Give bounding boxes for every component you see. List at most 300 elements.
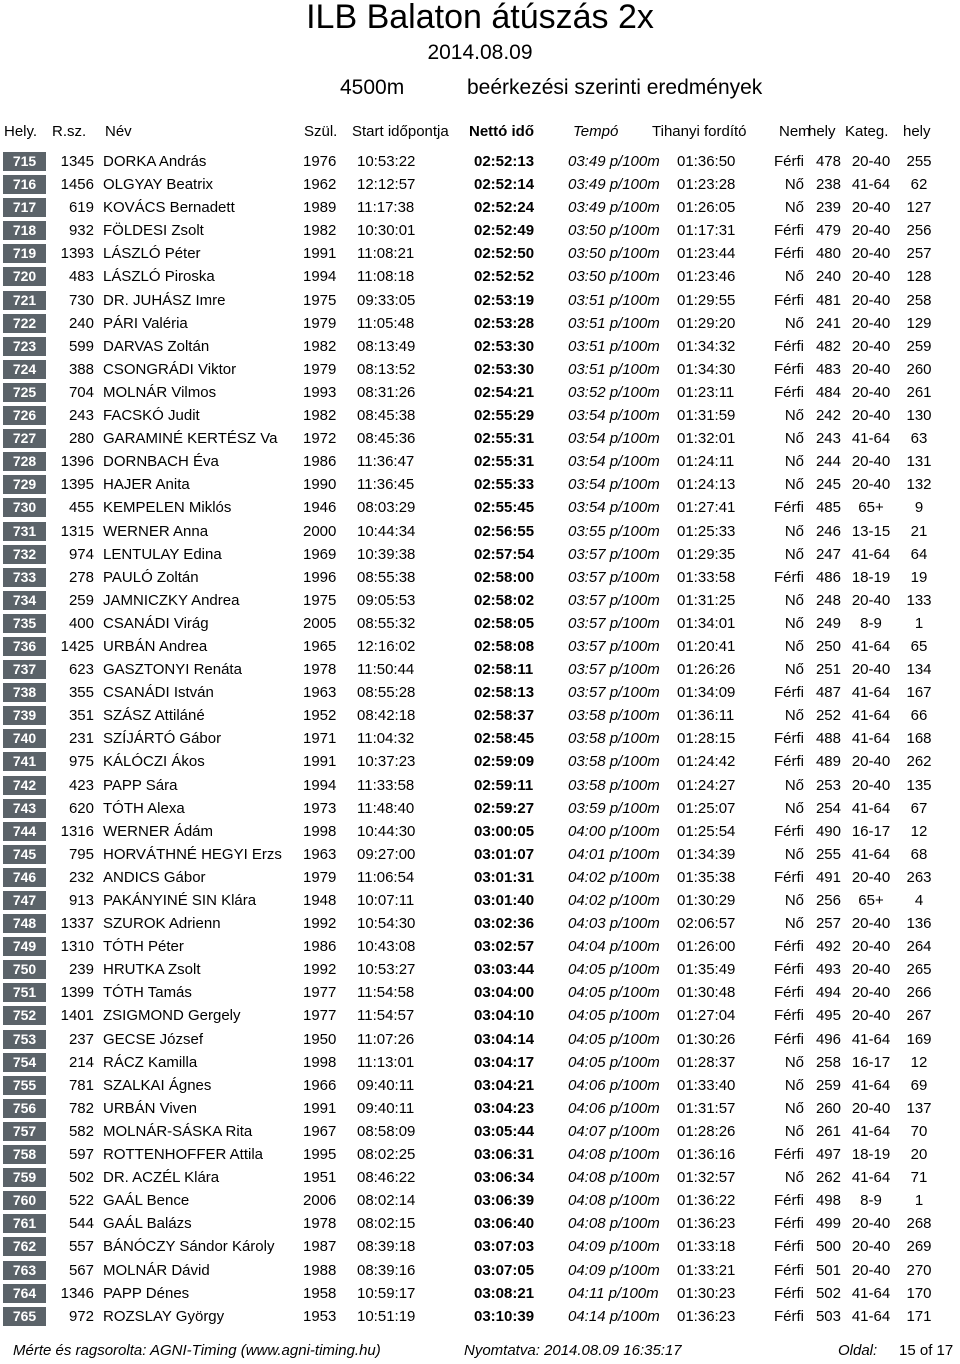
tempo-cell: 03:57 p/100m (568, 684, 660, 702)
birth-year-cell: 1977 (303, 1007, 337, 1025)
sex-cell: Férfi (774, 1307, 804, 1325)
net-time-cell: 03:04:14 (474, 1030, 535, 1048)
sex-cell: Férfi (774, 291, 804, 309)
net-time-cell: 03:06:34 (474, 1169, 535, 1187)
tihany-split-cell: 01:31:59 (677, 407, 736, 425)
start-time-cell: 11:36:45 (357, 476, 415, 494)
category-cell: 20-40 (851, 476, 891, 494)
name-cell: WERNER Ádám (103, 822, 214, 840)
birth-year-cell: 1953 (303, 1307, 337, 1325)
tihany-split-cell: 01:27:41 (677, 499, 736, 517)
net-time-cell: 02:53:30 (474, 337, 535, 355)
table-row (0, 820, 960, 843)
table-row (0, 981, 960, 1004)
category-rank-cell: 19 (910, 568, 928, 586)
tempo-cell: 03:57 p/100m (568, 568, 660, 586)
table-row (0, 589, 960, 612)
start-time-cell: 10:07:11 (357, 892, 415, 909)
tempo-cell: 03:59 p/100m (568, 799, 660, 817)
name-cell: MOLNÁR Dávid (103, 1261, 210, 1279)
rank-cell: 716 (3, 175, 46, 194)
rank-cell: 719 (3, 244, 46, 263)
rank-cell: 731 (3, 522, 46, 541)
net-time-cell: 02:58:13 (474, 684, 535, 702)
sex-cell: Nő (784, 522, 804, 540)
category-rank-cell: 67 (910, 799, 928, 817)
tihany-split-cell: 01:30:29 (677, 892, 736, 909)
table-row (0, 958, 960, 981)
category-rank-cell: 257 (906, 245, 932, 263)
sex-cell: Nő (784, 176, 804, 194)
rank-cell: 737 (3, 660, 46, 679)
tempo-cell: 03:52 p/100m (568, 383, 660, 401)
sex-rank-cell: 500 (815, 1238, 841, 1256)
net-time-cell: 02:53:19 (474, 291, 535, 309)
tihany-split-cell: 01:34:32 (677, 337, 736, 355)
table-row (0, 658, 960, 681)
category-cell: 18-19 (851, 568, 891, 586)
bib-cell: 619 (68, 199, 94, 217)
category-rank-cell: 20 (910, 1146, 928, 1164)
start-time-cell: 08:02:25 (357, 1146, 416, 1164)
col-header-cat-rank: hely (903, 123, 931, 140)
sex-rank-cell: 239 (815, 199, 841, 217)
tihany-split-cell: 01:35:38 (677, 868, 736, 886)
category-cell: 20-40 (851, 915, 891, 933)
sex-rank-cell: 496 (815, 1030, 841, 1048)
sex-cell: Férfi (774, 222, 804, 240)
bib-cell: 623 (68, 661, 94, 679)
tihany-split-cell: 01:26:05 (677, 199, 736, 217)
tihany-split-cell: 01:23:28 (677, 176, 736, 194)
name-cell: KEMPELEN Miklós (103, 499, 232, 517)
birth-year-cell: 1963 (303, 684, 337, 702)
sex-cell: Férfi (774, 938, 804, 956)
category-cell: 20-40 (851, 222, 891, 240)
bib-cell: 1315 (60, 522, 94, 540)
category-rank-cell: 263 (906, 868, 932, 886)
bib-cell: 355 (68, 684, 94, 702)
name-cell: PAPP Sára (103, 776, 178, 794)
birth-year-cell: 1996 (303, 568, 337, 586)
category-rank-cell: 70 (910, 1122, 928, 1140)
category-cell: 16-17 (851, 1053, 891, 1071)
sex-cell: Nő (784, 1053, 804, 1071)
tempo-cell: 04:08 p/100m (568, 1215, 660, 1233)
bib-cell: 782 (68, 1099, 94, 1117)
birth-year-cell: 1969 (303, 545, 337, 563)
start-time-cell: 11:17:38 (357, 199, 415, 217)
sex-cell: Férfi (774, 730, 804, 748)
sex-cell: Nő (784, 915, 804, 933)
tihany-split-cell: 01:24:27 (677, 776, 736, 794)
rank-cell: 752 (3, 1006, 46, 1025)
footer-page-label: Oldal: (838, 1342, 878, 1359)
sex-rank-cell: 492 (815, 938, 841, 956)
bib-cell: 231 (68, 730, 94, 748)
category-rank-cell: 12 (910, 1053, 928, 1071)
page-title: ILB Balaton átúszás 2x (306, 0, 654, 36)
birth-year-cell: 1962 (303, 176, 337, 194)
sex-rank-cell: 244 (815, 453, 841, 471)
bib-cell: 730 (68, 291, 94, 309)
tihany-split-cell: 01:26:00 (677, 938, 736, 956)
name-cell: ANDICS Gábor (103, 868, 206, 886)
col-header-year: Szül. (304, 123, 338, 140)
category-cell: 65+ (858, 499, 884, 517)
tihany-split-cell: 01:29:20 (677, 314, 736, 332)
start-time-cell: 08:58:09 (357, 1122, 416, 1140)
net-time-cell: 02:58:45 (474, 730, 535, 748)
category-cell: 20-40 (851, 753, 891, 771)
category-rank-cell: 268 (906, 1215, 932, 1233)
tihany-split-cell: 01:34:01 (677, 614, 736, 632)
tihany-split-cell: 01:36:50 (677, 153, 736, 170)
tihany-split-cell: 01:28:15 (677, 730, 736, 748)
sex-cell: Nő (784, 637, 804, 655)
tihany-split-cell: 01:36:23 (677, 1215, 736, 1233)
net-time-cell: 02:52:49 (474, 222, 535, 240)
birth-year-cell: 1946 (303, 499, 337, 517)
birth-year-cell: 1975 (303, 591, 337, 609)
category-rank-cell: 66 (910, 707, 928, 725)
sex-cell: Férfi (774, 245, 804, 263)
bib-cell: 972 (68, 1307, 94, 1325)
bib-cell: 1399 (60, 984, 94, 1002)
table-row (0, 427, 960, 450)
birth-year-cell: 1982 (303, 407, 337, 425)
category-rank-cell: 65 (910, 637, 928, 655)
tihany-split-cell: 01:24:42 (677, 753, 736, 771)
rank-cell: 760 (3, 1191, 46, 1210)
rank-cell: 728 (3, 452, 46, 471)
tempo-cell: 03:57 p/100m (568, 545, 660, 563)
start-time-cell: 08:55:32 (357, 614, 416, 632)
net-time-cell: 03:03:44 (474, 961, 535, 979)
sex-cell: Férfi (774, 822, 804, 840)
sex-cell: Férfi (774, 360, 804, 378)
name-cell: SZÁSZ Attiláné (103, 707, 205, 725)
net-time-cell: 02:55:29 (474, 407, 535, 425)
name-cell: OLGYAY Beatrix (103, 176, 214, 194)
category-cell: 16-17 (851, 822, 891, 840)
start-time-cell: 08:13:52 (357, 360, 416, 378)
category-cell: 41-64 (851, 430, 891, 448)
col-header-tihany: Tihanyi fordító (652, 123, 747, 140)
name-cell: HAJER Anita (103, 476, 190, 494)
start-time-cell: 10:53:22 (357, 153, 416, 170)
rank-cell: 727 (3, 429, 46, 448)
bib-cell: 1310 (60, 938, 94, 956)
footer-printed: Nyomtatva: 2014.08.09 16:35:17 (464, 1342, 682, 1359)
tihany-split-cell: 01:31:57 (677, 1099, 736, 1117)
birth-year-cell: 2006 (303, 1192, 337, 1210)
birth-year-cell: 2005 (303, 614, 337, 632)
table-row (0, 843, 960, 866)
category-rank-cell: 64 (910, 545, 928, 563)
sex-cell: Férfi (774, 568, 804, 586)
sex-cell: Nő (784, 1122, 804, 1140)
category-rank-cell: 267 (906, 1007, 932, 1025)
tempo-cell: 03:54 p/100m (568, 407, 660, 425)
tihany-split-cell: 01:32:01 (677, 430, 736, 448)
tihany-split-cell: 01:36:23 (677, 1307, 736, 1325)
tempo-cell: 03:50 p/100m (568, 268, 660, 286)
tihany-split-cell: 01:30:23 (677, 1284, 736, 1302)
start-time-cell: 11:13:01 (357, 1053, 415, 1071)
rank-cell: 749 (3, 937, 46, 956)
table-row (0, 1074, 960, 1097)
tihany-split-cell: 01:36:16 (677, 1146, 736, 1164)
bib-cell: 974 (68, 545, 94, 563)
table-row (0, 1028, 960, 1051)
tempo-cell: 03:55 p/100m (568, 522, 660, 540)
tihany-split-cell: 01:34:30 (677, 360, 736, 378)
sex-cell: Nő (784, 476, 804, 494)
tempo-cell: 03:58 p/100m (568, 776, 660, 794)
name-cell: GASZTONYI Renáta (103, 661, 242, 679)
rank-cell: 722 (3, 314, 46, 333)
tempo-cell: 03:50 p/100m (568, 245, 660, 263)
rank-cell: 743 (3, 799, 46, 818)
category-rank-cell: 258 (906, 291, 932, 309)
rank-cell: 733 (3, 568, 46, 587)
sex-rank-cell: 497 (815, 1146, 841, 1164)
sex-rank-cell: 249 (815, 614, 841, 632)
table-row (0, 1282, 960, 1305)
category-cell: 20-40 (851, 984, 891, 1002)
table-row (0, 520, 960, 543)
rank-cell: 717 (3, 198, 46, 217)
category-rank-cell: 128 (906, 268, 932, 286)
bib-cell: 1396 (60, 453, 94, 471)
sex-cell: Férfi (774, 753, 804, 771)
event-distance: 4500m (340, 76, 405, 99)
sex-cell: Nő (784, 407, 804, 425)
name-cell: MOLNÁR Vilmos (103, 383, 217, 401)
sex-rank-cell: 485 (815, 499, 841, 517)
table-row (0, 1051, 960, 1074)
bib-cell: 567 (68, 1261, 94, 1279)
col-header-name: Név (105, 123, 132, 140)
sex-cell: Férfi (774, 1238, 804, 1256)
table-row (0, 265, 960, 288)
category-cell: 20-40 (851, 453, 891, 471)
name-cell: DORNBACH Éva (103, 453, 219, 471)
net-time-cell: 02:58:37 (474, 707, 535, 725)
category-rank-cell: 265 (906, 961, 932, 979)
rank-cell: 755 (3, 1076, 46, 1095)
sex-cell: Nő (784, 1099, 804, 1117)
start-time-cell: 10:39:38 (357, 545, 416, 563)
bib-cell: 351 (68, 707, 94, 725)
table-row (0, 312, 960, 335)
tempo-cell: 03:50 p/100m (568, 222, 660, 240)
category-rank-cell: 131 (906, 453, 932, 471)
rank-cell: 754 (3, 1053, 46, 1072)
start-time-cell: 11:08:21 (357, 245, 415, 263)
rank-cell: 738 (3, 683, 46, 702)
tempo-cell: 03:58 p/100m (568, 753, 660, 771)
category-cell: 41-64 (851, 545, 891, 563)
table-row (0, 912, 960, 935)
tempo-cell: 04:08 p/100m (568, 1146, 660, 1164)
category-cell: 41-64 (851, 1030, 891, 1048)
birth-year-cell: 1979 (303, 314, 337, 332)
sex-rank-cell: 484 (815, 383, 841, 401)
sex-rank-cell: 257 (815, 915, 841, 933)
start-time-cell: 11:33:58 (357, 776, 415, 794)
rank-cell: 747 (3, 891, 46, 910)
net-time-cell: 03:08:21 (474, 1284, 535, 1302)
table-row (0, 543, 960, 566)
bib-cell: 388 (68, 360, 94, 378)
table-row (0, 704, 960, 727)
category-cell: 20-40 (851, 1238, 891, 1256)
bib-cell: 1456 (60, 176, 94, 194)
bib-cell: 557 (68, 1238, 94, 1256)
sex-rank-cell: 247 (815, 545, 841, 563)
category-cell: 20-40 (851, 245, 891, 263)
start-time-cell: 11:48:40 (357, 799, 415, 817)
bib-cell: 597 (68, 1146, 94, 1164)
category-cell: 41-64 (851, 1284, 891, 1302)
sex-cell: Nő (784, 591, 804, 609)
rank-cell: 765 (3, 1307, 46, 1326)
start-time-cell: 11:07:26 (357, 1030, 415, 1048)
rank-cell: 741 (3, 752, 46, 771)
start-time-cell: 09:05:53 (357, 591, 416, 609)
bib-cell: 781 (68, 1076, 94, 1094)
name-cell: URBÁN Viven (103, 1099, 197, 1117)
name-cell: URBÁN Andrea (103, 637, 208, 655)
category-rank-cell: 259 (906, 337, 932, 355)
start-time-cell: 10:59:17 (357, 1284, 416, 1302)
sex-rank-cell: 489 (815, 753, 841, 771)
sex-cell: Nő (784, 268, 804, 286)
tihany-split-cell: 01:33:40 (677, 1076, 736, 1094)
category-cell: 20-40 (851, 407, 891, 425)
footer-page-number: 15 of 17 (899, 1342, 954, 1359)
sex-rank-cell: 494 (815, 984, 841, 1002)
category-rank-cell: 135 (906, 776, 932, 794)
rank-cell: 726 (3, 406, 46, 425)
birth-year-cell: 1998 (303, 1053, 337, 1071)
sex-cell: Nő (784, 707, 804, 725)
col-header-sex-rank: hely (808, 123, 836, 140)
name-cell: ROZSLAY György (103, 1307, 225, 1325)
name-cell: PÁRI Valéria (103, 314, 188, 332)
bib-cell: 259 (68, 591, 94, 609)
table-row (0, 866, 960, 889)
tempo-cell: 04:05 p/100m (568, 1053, 660, 1071)
net-time-cell: 02:53:30 (474, 360, 535, 378)
start-time-cell: 08:13:49 (357, 337, 416, 355)
category-cell: 65+ (858, 892, 884, 909)
sex-rank-cell: 483 (815, 360, 841, 378)
tempo-cell: 03:49 p/100m (568, 199, 660, 217)
tihany-split-cell: 01:30:48 (677, 984, 736, 1002)
start-time-cell: 11:05:48 (357, 314, 415, 332)
net-time-cell: 03:06:39 (474, 1192, 535, 1210)
birth-year-cell: 1991 (303, 1099, 337, 1117)
sex-rank-cell: 481 (815, 291, 841, 309)
category-rank-cell: 134 (906, 661, 932, 679)
birth-year-cell: 1992 (303, 961, 337, 979)
bib-cell: 240 (68, 314, 94, 332)
category-rank-cell: 68 (910, 845, 928, 863)
tihany-split-cell: 01:20:41 (677, 637, 736, 655)
table-row (0, 1259, 960, 1282)
name-cell: HORVÁTHNÉ HEGYI Erzs (103, 845, 282, 863)
tihany-split-cell: 01:24:13 (677, 476, 736, 494)
sex-rank-cell: 251 (815, 661, 841, 679)
start-time-cell: 08:39:16 (357, 1261, 416, 1279)
sex-rank-cell: 493 (815, 961, 841, 979)
start-time-cell: 10:54:30 (357, 915, 416, 933)
net-time-cell: 03:01:40 (474, 892, 535, 909)
birth-year-cell: 1973 (303, 799, 337, 817)
rank-cell: 725 (3, 383, 46, 402)
net-time-cell: 03:04:17 (474, 1053, 535, 1071)
tempo-cell: 03:54 p/100m (568, 499, 660, 517)
birth-year-cell: 1965 (303, 637, 337, 655)
category-rank-cell: 261 (906, 383, 932, 401)
sex-rank-cell: 248 (815, 591, 841, 609)
bib-cell: 582 (68, 1122, 94, 1140)
start-time-cell: 08:02:14 (357, 1192, 416, 1210)
tempo-cell: 03:51 p/100m (568, 337, 660, 355)
start-time-cell: 12:12:57 (357, 176, 416, 194)
category-cell: 41-64 (851, 707, 891, 725)
sex-cell: Nő (784, 453, 804, 471)
tempo-cell: 04:05 p/100m (568, 984, 660, 1002)
sex-cell: Nő (784, 199, 804, 217)
tihany-split-cell: 01:33:18 (677, 1238, 736, 1256)
category-rank-cell: 169 (906, 1030, 932, 1048)
category-cell: 8-9 (860, 614, 882, 632)
category-cell: 20-40 (851, 776, 891, 794)
sex-cell: Férfi (774, 383, 804, 401)
bib-cell: 1425 (60, 637, 94, 655)
net-time-cell: 02:55:31 (474, 453, 535, 471)
net-time-cell: 02:58:02 (474, 591, 535, 609)
bib-cell: 1346 (60, 1284, 94, 1302)
category-cell: 20-40 (851, 1007, 891, 1025)
name-cell: SZÍJÁRTÓ Gábor (103, 730, 222, 748)
start-time-cell: 11:54:57 (357, 1007, 415, 1025)
bib-cell: 243 (68, 407, 94, 425)
start-time-cell: 10:51:19 (357, 1307, 416, 1325)
bib-cell: 278 (68, 568, 94, 586)
net-time-cell: 03:05:44 (474, 1122, 535, 1140)
category-rank-cell: 4 (914, 892, 924, 909)
sex-rank-cell: 499 (815, 1215, 841, 1233)
bib-cell: 544 (68, 1215, 94, 1233)
bib-cell: 237 (68, 1030, 94, 1048)
start-time-cell: 08:42:18 (357, 707, 416, 725)
sex-cell: Férfi (774, 984, 804, 1002)
net-time-cell: 02:56:55 (474, 522, 535, 540)
name-cell: GARAMINÉ KERTÉSZ Va (103, 430, 278, 448)
net-time-cell: 03:02:57 (474, 938, 535, 956)
birth-year-cell: 1950 (303, 1030, 337, 1048)
sex-cell: Férfi (774, 1261, 804, 1279)
table-row (0, 774, 960, 797)
table-row (0, 289, 960, 312)
rank-cell: 751 (3, 983, 46, 1002)
rank-cell: 759 (3, 1168, 46, 1187)
